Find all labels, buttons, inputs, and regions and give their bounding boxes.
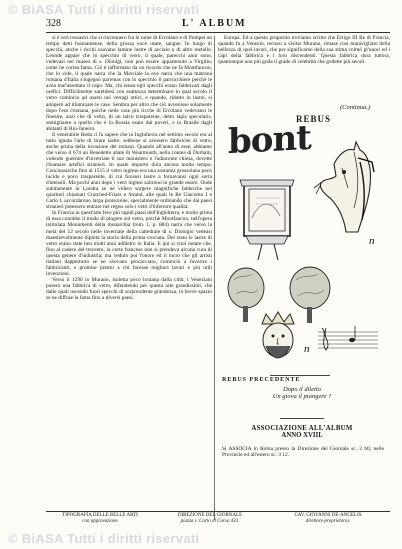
footer-director-role: direttore-proprietario. bbox=[305, 519, 351, 524]
footer-printer-name: TIPOGRAFIA DELLE BELLE ARTI bbox=[62, 513, 138, 518]
footer-printer-sub: con approvazione bbox=[82, 519, 118, 524]
footer-director bbox=[268, 513, 388, 525]
footer-printer bbox=[46, 513, 154, 525]
header-rule bbox=[46, 32, 390, 33]
left-paragraph: si è ceri rossastri che si rinvennero fra le ruine di Ercolano e di Pompei un tempo detti buonamense, della grossa voce usate, sangue. In luogo di specchi, anche i ricchi usavano lamine lustre di acciaio o di altro metallo. Leonde appare che lo specchio di vetro, il quale, parecchi anni sono, vedevasi nel museo di s. Dionigi, non può essere appartenuto a Virgilio, come ne correa fama. Ciò è rafformato da un ricordo che ne fa Montfaucon, che lo vide, il quale narra che la Merciale la ove narra che una matrona romana d'Italia s'ingegnò parrenas con lo specchio il parrucchiere perchè le avea mal'assettato il capo. Ma, chi tenea egli specchi erano fabbricati dagli orefici. Difficilmente sarebbesi con esattezza determinare in qual secolo il vetro comincio ad usarsi nei vetragi ottici, e quando, ridotto in lastre, si adoperò ad illuminare le case. Sembra per altro che ciò avvenisse solamente dopo l'era cristiana, poiche nelle case più ricche di Ercolano vedevansi le finestre, anzi che di vetro, di un talco trasparente, detto lapis specularis, somigliante a quello che è in Russia usato dai poveri, e in Brasile dagli abitanti di Rio-Janeiro. bbox=[46, 35, 212, 132]
page-header bbox=[46, 18, 386, 32]
music-staff-icon bbox=[318, 326, 378, 350]
continua-note: (Continua.) bbox=[340, 104, 371, 111]
footer-direction-name: DIREZIONE DEL GIORNALE bbox=[177, 513, 243, 518]
rebus-explanation-line2: Un giova il piangere ? bbox=[272, 393, 332, 400]
mirror-frame-icon bbox=[240, 180, 294, 260]
left-paragraph: Il venerabile Beda ci fa sapere che in Inghilterra nel settimo secolo era al tutto ignota l'arte di tirare lastre, sebbene si avessero fabbriche di vetro, anche prima della invasione dei romani. Quando all'anno di esse, abbiamo che verso il 674 un Benedetto abate di Wearmouth, nella contea di Durham, volendo guernire d'invetriate il suo monistero e l'adiacente chiesa, dovette chiamare artefici stranieri. In quale importo dura ancora molto tempo. Conciossiache fino al 1515 il vetro inglese era una sostanza grossolana poco lucido e poco trasparente, di cui fuvansi lastre a fornavansi ogni sorta d'utensili. Ma pochi anni dopo i vetri inglesi salirono in grande onore. Onde subitamente in Londra se ne videro sorgere magnifiche fabbriche nei quartieri chiamati Crutched-Friars e Strand, alle quali le Re Giacomo I e Carlo I, accordarono larga protezione, specialmente ordinando che dai paesi stranieri potessero entrare nel regno solo i vetri d'inferiore qualità. bbox=[46, 131, 212, 211]
page-number: 328 bbox=[46, 18, 61, 29]
association-title: ASSOCIAZIONE ALL'ALBUM bbox=[251, 425, 353, 432]
rebus-letter-n-top: n bbox=[369, 235, 375, 247]
footer-direction bbox=[158, 513, 262, 525]
right-paragraph: Europa. Ed a questo proposito troviamo scritto che Errigo III Re di Francia, quando fu a Venezio, recossi a visitar Murano, rimase così maravigliato della bellezza di quei lavori, che per significarne della sua stima colmò gl'onori ed i capi della fabbrica e i loro discendenti. Questa fabbrica dura tuttora, quantunque non più goda il grado di celebrità che godette più secoli. bbox=[218, 35, 390, 66]
association-heading bbox=[222, 425, 382, 439]
right-column bbox=[218, 35, 390, 111]
association-text: Si ASSOCIA in Roma presso la Direzione del Giornale sc. 2 60; nelle Provincie ed all'estero sc. 3 12. bbox=[222, 446, 384, 459]
watermark-top: © BiASA Tutti i diritti riservati bbox=[8, 2, 200, 17]
column-separator bbox=[214, 36, 215, 520]
watermark-bottom: © BiASA Tutti i diritti riservati bbox=[8, 531, 200, 546]
rebus-heading: REBUS bbox=[296, 114, 332, 124]
rebus-explanation-line1: Dopo il diletto bbox=[283, 386, 321, 393]
association-year: ANNO XVIII. bbox=[281, 432, 323, 439]
tree-icon bbox=[228, 268, 264, 322]
left-column bbox=[46, 35, 212, 509]
crowned-king-icon bbox=[262, 312, 294, 358]
rebus-explanation bbox=[222, 377, 382, 400]
horse-head-icon bbox=[314, 142, 374, 232]
tree-icon bbox=[290, 267, 330, 323]
left-paragraph: In Francia in quest'arte fece più rapidi passi dell'Inghilterra, e molto prima di essa conobbe il modo di pingere sul vetro, poichè Montfaucon, nell'opera intitolata Monumenti della monarchia (tom. 1, p. 884) narra che verso la metà del 12 secolo nelle invetriate della cattedrale di s. Dionigio vedeasi maestrevolmente dipinta la storia della prima crociata. Del resto le lastre di vetro erano state ben molti anni addietro in Italia. E qui si vuol notare che, fino al cadere del trecento, la corte francese non si prendeva alcuna cura di questa genere d'industria; ma veduto poi l'onore ed il lucro che gli artisti italiani dappertutto se ne avevano procacciato, cominciò a favorire i fabbricanti, e promise premii a chi facesse migliori lavori e più utili invenzioni. bbox=[46, 210, 212, 277]
rebus-letter-n-bottom: n bbox=[304, 343, 310, 355]
footer-director-name: CAV. GIOVANNI DE-ANGELIS bbox=[294, 513, 362, 518]
footer-direction-address: piazza s. Carlo al Corso 433. bbox=[180, 519, 240, 524]
rebus-divider bbox=[270, 375, 330, 376]
rebus-word: bont bbox=[228, 117, 311, 163]
association-divider bbox=[280, 418, 324, 419]
left-paragraph: Verso il 1290 in Murano, isoletta poco lontana dalla città, i Veneziani posero una fabbrica di vetro, difendendo per questa arte grandissimi, che dalle quali uscendo fuori specchi di sorprendente grandezza, in breve spazio se ne diffuse la fama fino a diversi paesi. bbox=[46, 276, 212, 302]
rebus-illustration bbox=[222, 128, 382, 373]
journal-title: L' ALBUM bbox=[182, 18, 247, 29]
rebus-explanation-title: REBUS PRECEDENTE bbox=[222, 377, 301, 383]
footer-rule bbox=[46, 511, 390, 512]
